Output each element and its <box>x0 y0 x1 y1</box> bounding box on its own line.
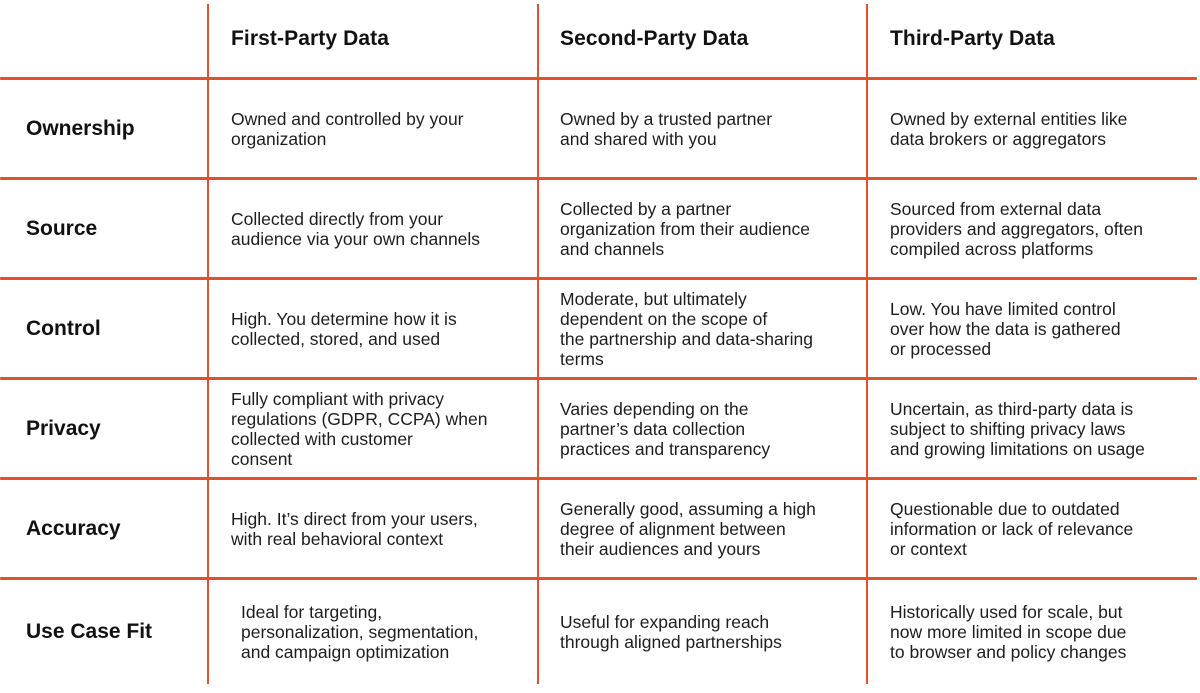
row-label-accuracy: Accuracy <box>26 516 121 540</box>
cell-source-second-party: Collected by a partner organization from their audience and channels <box>560 198 811 259</box>
cell-ownership-first-party: Owned and controlled by your organization <box>231 108 464 149</box>
column-header-first-party: First-Party Data <box>231 27 389 50</box>
cell-ownership-second-party: Owned by a trusted partner and shared with you <box>560 108 773 149</box>
cell-control-second-party: Moderate, but ultimately dependent on the scope of the partnership and data-sharing terms <box>560 288 813 369</box>
cell-ownership-third-party: Owned by external entities like data brokers or aggregators <box>890 108 1128 149</box>
row-label-use-case-fit: Use Case Fit <box>26 619 153 643</box>
cell-control-third-party: Low. You have limited control over how the data is gathered or processed <box>890 298 1121 359</box>
cell-use-case-fit-first-party: Ideal for targeting, personalization, segmentation, and campaign optimization <box>241 601 479 662</box>
cell-accuracy-second-party: Generally good, assuming a high degree of alignment between their audiences and yours <box>560 498 816 559</box>
cell-privacy-second-party: Varies depending on the partner’s data collection practices and transparency <box>560 398 771 459</box>
cell-accuracy-first-party: High. It’s direct from your users, with real behavioral context <box>231 508 478 549</box>
cell-use-case-fit-third-party: Historically used for scale, but now more limited in scope due to browser and policy changes <box>890 601 1127 662</box>
row-label-ownership: Ownership <box>26 116 135 140</box>
column-divider <box>537 4 539 684</box>
row-label-privacy: Privacy <box>26 416 101 440</box>
cell-source-third-party: Sourced from external data providers and aggregators, often compiled across platforms <box>890 198 1143 259</box>
cell-use-case-fit-second-party: Useful for expanding reach through aligned partnerships <box>560 611 782 652</box>
column-header-third-party: Third-Party Data <box>890 27 1055 50</box>
column-divider <box>866 4 868 684</box>
column-divider <box>207 4 209 684</box>
row-label-source: Source <box>26 216 98 240</box>
cell-accuracy-third-party: Questionable due to outdated information or lack of relevance or context <box>890 498 1134 559</box>
cell-source-first-party: Collected directly from your audience via your own channels <box>231 208 481 249</box>
column-header-second-party: Second-Party Data <box>560 27 749 50</box>
cell-privacy-third-party: Uncertain, as third-party data is subject to shifting privacy laws and growing limitations on usage <box>890 398 1145 459</box>
cell-control-first-party: High. You determine how it is collected, stored, and used <box>231 308 457 349</box>
cell-privacy-first-party: Fully compliant with privacy regulations (GDPR, CCPA) when collected with customer consent <box>231 388 488 469</box>
row-label-control: Control <box>26 316 101 340</box>
